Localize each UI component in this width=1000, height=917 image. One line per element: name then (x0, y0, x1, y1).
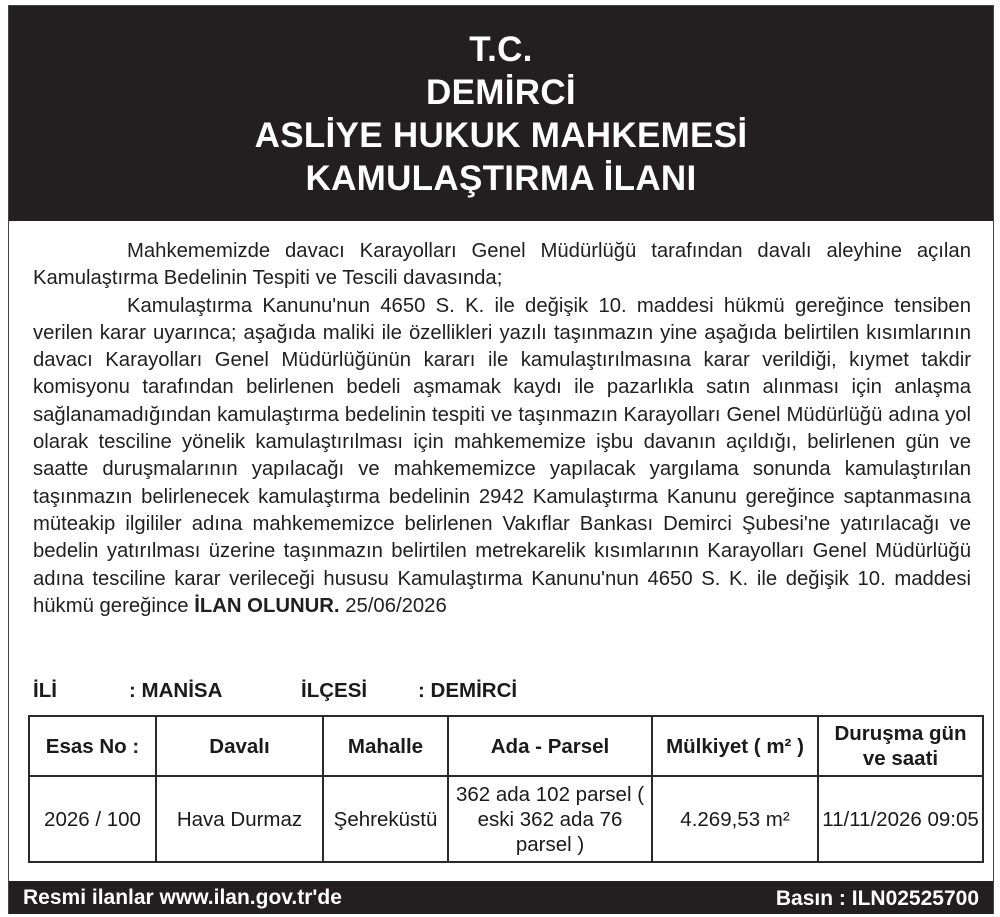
cell-davali: Hava Durmaz (156, 776, 323, 862)
header-line-tc: T.C. (469, 30, 533, 69)
header-durusma: Duruşma gün ve saati (818, 716, 983, 776)
cell-ada-parsel: 362 ada 102 parsel ( eski 362 ada 76 parsel ) (448, 776, 652, 862)
footer-press-code: Basın : ILN02525700 (775, 887, 979, 910)
footer-bar (9, 881, 993, 914)
announcement-body (33, 238, 971, 620)
il-value: : MANİSA (129, 679, 223, 702)
announcement-frame (8, 5, 994, 914)
ilce-value: : DEMİRCİ (418, 679, 518, 702)
announce-date: 25/06/2026 (345, 594, 447, 617)
cell-esas: 2026 / 100 (29, 776, 156, 862)
cell-mulkiyet: 4.269,53 m² (652, 776, 818, 862)
header-esas: Esas No : (29, 716, 156, 776)
cell-durusma: 11/11/2026 09:05 (818, 776, 983, 862)
header-ada-parsel: Ada - Parsel (448, 716, 652, 776)
paragraph-intro: Mahkememizde davacı Karayolları Genel Müdürlüğü tarafından davalı aleyhine açılan Kamulaştırma Bedelinin Tespiti ve Tescili davasında; (33, 240, 971, 290)
cell-mahalle: Şehreküstü (323, 776, 448, 862)
ilce-label: İLÇESİ (301, 679, 368, 702)
header-banner (9, 6, 993, 221)
table-header-row (29, 716, 983, 776)
il-label: İLİ (33, 679, 57, 702)
property-table (28, 715, 984, 863)
paragraph-main-text: Kamulaştırma Kanunu'nun 4650 S. K. ile değişik 10. maddesi hükmü gereğince tensiben verilen karar uyarınca; aşağıda maliki ile özellikleri yazılı taşınmazın yine aşağıda belirtilen kısımlarının davacı Karayolları Genel Müdürlüğünün kararı ile kamulaştırılmasına karar verildiği, kıymet takdir komisyonu tarafından belirlenen bedeli aşmamak kaydı ile pazarlıkla satın alınması için anlaşma sağlanamadığından kamulaştırma bedelinin tespiti ve taşınmazın Karayolları Genel Müdürlüğü adına yol olarak tesciline yönelik kamulaştırılması için mahkememize işbu davanın açıldığı, belirlenen gün ve saatte duruşmalarının yapılacağı ve mahkememizce yapılacak yargılama sonunda kamulaştırılan taşınmazın belirlenecek kamulaştırma bedelinin 2942 Kamulaştırma Kanunu gereğince saptanmasına müteakip ilgililer adına mahkememizce belirlenen Vakıflar Bankası Demirci Şubesi'ne yatırılacağı ve bedelin yatırılması üzerine taşınmazın belirtilen metrekarelik kısımlarının Karayolları Genel Müdürlüğü adına tesciline karar verileceği hususu Kamulaştırma Kanunu'nun 4650 S. K. ile değişik 10. maddesi hükmü gereğince (33, 294, 971, 617)
header-davali: Davalı (156, 716, 323, 776)
header-line-court: ASLİYE HUKUK MAHKEMESİ (254, 116, 748, 155)
header-mulkiyet: Mülkiyet ( m² ) (652, 716, 818, 776)
table-row (29, 776, 983, 862)
header-line-title: KAMULAŞTIRMA İLANI (305, 159, 697, 198)
announce-text: İLAN OLUNUR. (194, 594, 340, 617)
header-mahalle: Mahalle (323, 716, 448, 776)
paragraph-main (33, 293, 971, 621)
header-line-city: DEMİRCİ (426, 73, 576, 112)
footer-website-text: Resmi ilanlar www.ilan.gov.tr'de (23, 886, 342, 909)
